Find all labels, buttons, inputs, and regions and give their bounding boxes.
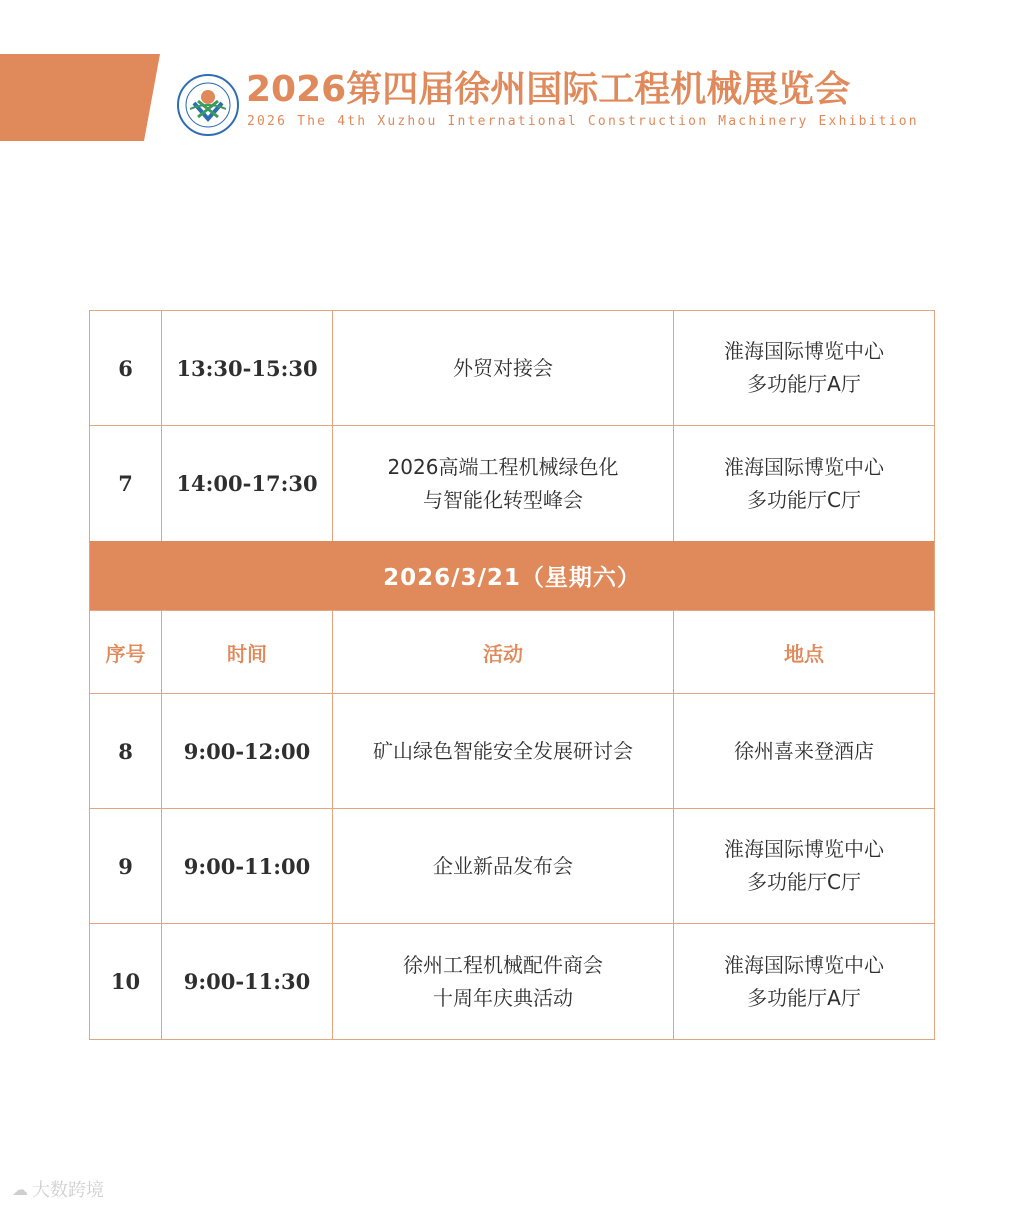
row-activity (333, 694, 674, 808)
location-line: 多功能厅C厅 (747, 870, 861, 894)
row-time: 13:30-15:30 (162, 311, 333, 425)
table-header-row (90, 611, 934, 694)
row-time: 9:00-11:30 (162, 924, 333, 1039)
location-line: 多功能厅C厅 (747, 487, 861, 512)
location-line: 徐州喜来登酒店 (734, 738, 874, 763)
row-activity (333, 924, 674, 1039)
page-title: 2026第四届徐州国际工程机械展览会 (246, 69, 851, 110)
row-time: 9:00-11:00 (162, 809, 333, 923)
table-row (90, 809, 934, 924)
row-number: 7 (90, 426, 162, 541)
row-number: 8 (90, 694, 162, 808)
column-header-time: 时间 (162, 611, 333, 693)
row-number: 6 (90, 311, 162, 425)
activity-line: 2026高端工程机械绿色化 (387, 454, 619, 479)
watermark (12, 1176, 104, 1202)
page-subtitle: 2026 The 4th Xuzhou International Construction Machinery Exhibition (247, 114, 919, 129)
location-line: 淮海国际博览中心 (724, 952, 884, 977)
row-number: 9 (90, 809, 162, 923)
column-header-location: 地点 (784, 641, 824, 666)
row-location (674, 311, 934, 425)
schedule-table (89, 310, 935, 1040)
activity-line: 十周年庆典活动 (433, 985, 573, 1010)
table-row (90, 924, 934, 1039)
row-location (674, 924, 934, 1039)
row-time: 9:00-12:00 (162, 694, 333, 808)
row-activity (333, 426, 674, 541)
column-header-number: 序号 (90, 611, 162, 693)
location-line: 淮海国际博览中心 (724, 837, 884, 861)
cloud-icon: ☁ (12, 1179, 26, 1199)
column-header-activity: 活动 (333, 611, 674, 693)
activity-line: 企业新品发布会 (433, 853, 573, 878)
table-row (90, 311, 934, 426)
row-location (674, 426, 934, 541)
activity-line: 外贸对接会 (453, 355, 553, 380)
row-location (674, 694, 934, 808)
activity-line: 徐州工程机械配件商会 (403, 952, 603, 977)
exhibition-logo-icon (176, 73, 240, 137)
table-row (90, 694, 934, 809)
watermark-text: 大数跨境 (32, 1180, 104, 1201)
row-time: 14:00-17:30 (162, 426, 333, 541)
row-activity (333, 311, 674, 425)
row-location (674, 809, 934, 923)
location-line: 多功能厅A厅 (747, 985, 861, 1010)
location-line: 多功能厅A厅 (747, 372, 861, 396)
date-band: 2026/3/21（星期六） (90, 541, 934, 611)
table-row (90, 426, 934, 541)
activity-line: 矿山绿色智能安全发展研讨会 (373, 738, 633, 763)
activity-line: 与智能化转型峰会 (423, 487, 583, 512)
location-line: 淮海国际博览中心 (724, 339, 884, 363)
row-activity (333, 809, 674, 923)
header-accent-tab (0, 54, 160, 141)
location-line: 淮海国际博览中心 (724, 454, 884, 479)
row-number: 10 (90, 924, 162, 1039)
